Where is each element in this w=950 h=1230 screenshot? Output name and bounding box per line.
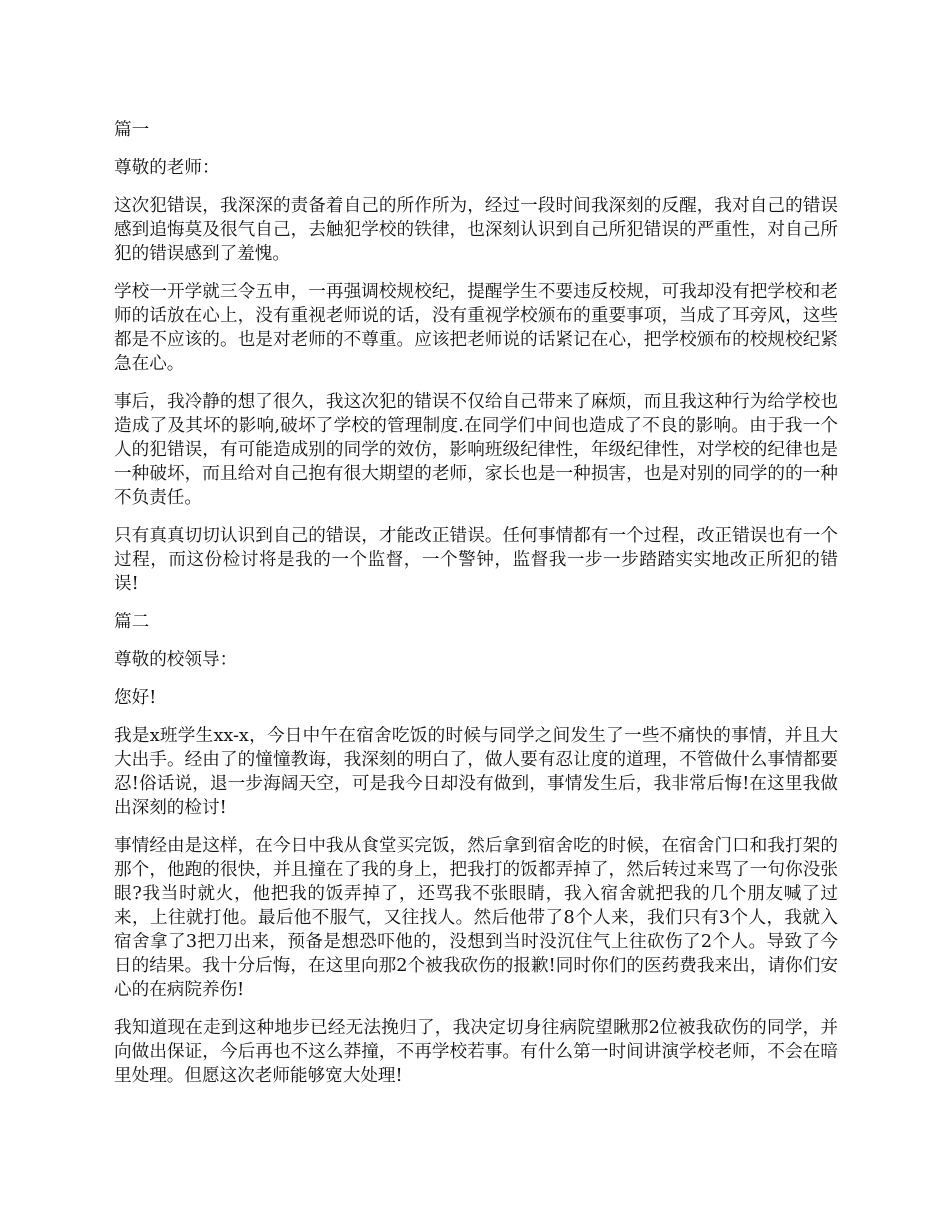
section-2-salutation: 尊敬的校领导：: [114, 650, 238, 670]
section-1-paragraph: 事后，我冷静的想了很久，我这次犯的错误不仅给自己带来了麻烦，而且我这种行为给学校也造成了及其坏的影响,破坏了学校的管理制度.在同学们中间也造成了不良的影响。由于我一个人的犯错误，有可能造成别的同学的效仿，影响班级纪律性，年级纪律性，对学校的纪律也是一种破坏，而且给对自己抱有很大期望的老师，家长也是一种损害，也是对别的同学的的一种不负责任。: [114, 392, 838, 508]
section-2-paragraph: 我知道现在走到这种地步已经无法挽归了，我决定切身往病院望瞅那2位被我砍伤的同学，并向做出保证，今后再也不这么莽撞，不再学校若事。有什么第一时间讲演学校老师，不会在暗里处理。但愿这次老师能够宽大处理!: [114, 1018, 838, 1086]
section-2-greeting: 您好!: [114, 688, 157, 708]
section-2-heading: 篇二: [114, 612, 150, 632]
section-1-paragraph: 学校一开学就三令五申，一再强调校规校纪，提醒学生不要违反校规，可我却没有把学校和老师的话放在心上，没有重视老师说的话，没有重视学校颁布的重要事项，当成了耳旁风，这些都是不应该的。也是对老师的不尊重。应该把老师说的话紧记在心，把学校颁布的校规校纪紧急在心。: [114, 282, 838, 374]
section-1-heading: 篇一: [114, 120, 150, 140]
section-1-paragraph: 只有真真切切认识到自己的错误，才能改正错误。任何事情都有一个过程，改正错误也有一个过程，而这份检讨将是我的一个监督，一个警钟，监督我一步一步踏踏实实地改正所犯的错误!: [114, 526, 838, 594]
section-2-paragraph: 我是x班学生xx-x，今日中午在宿舍吃饭的时候与同学之间发生了一些不痛快的事情，并且大大出手。经由了的憧憧教诲，我深刻的明白了，做人要有忍让度的道理，不管做什么事情都要忍!俗话说，退一步海阔天空，可是我今日却没有做到，事情发生后，我非常后悔!在这里我做出深刻的检讨!: [114, 726, 838, 818]
document-page: [114, 118, 838, 1102]
section-1-paragraph: 这次犯错误，我深深的责备着自己的所作所为，经过一段时间我深刻的反醒，我对自己的错误感到追悔莫及很气自己，去触犯学校的铁律，也深刻认识到自己所犯错误的严重性，对自己所犯的错误感到了羞愧。: [114, 196, 838, 264]
section-1-salutation: 尊敬的老师：: [114, 158, 220, 178]
section-2-paragraph: 事情经由是这样，在今日中我从食堂买完饭，然后拿到宿舍吃的时候，在宿舍门口和我打架的那个，他跑的很快，并且撞在了我的身上，把我打的饭都弄掉了，然后转过来骂了一句你没张眼?我当时就火，他把我的饭弄掉了，还骂我不张眼睛，我入宿舍就把我的几个朋友喊了过来，上往就打他。最后他不服气，又往找人。然后他带了8个人来，我们只有3个人，我就入宿舍拿了3把刀出来，预备是想恐吓他的，没想到当时没沉住气上往砍伤了2个人。导致了今日的结果。我十分后悔，在这里向那2个被我砍伤的报歉!同时你们的医药费我来出，请你们安心的在病院养伤!: [114, 836, 838, 1000]
